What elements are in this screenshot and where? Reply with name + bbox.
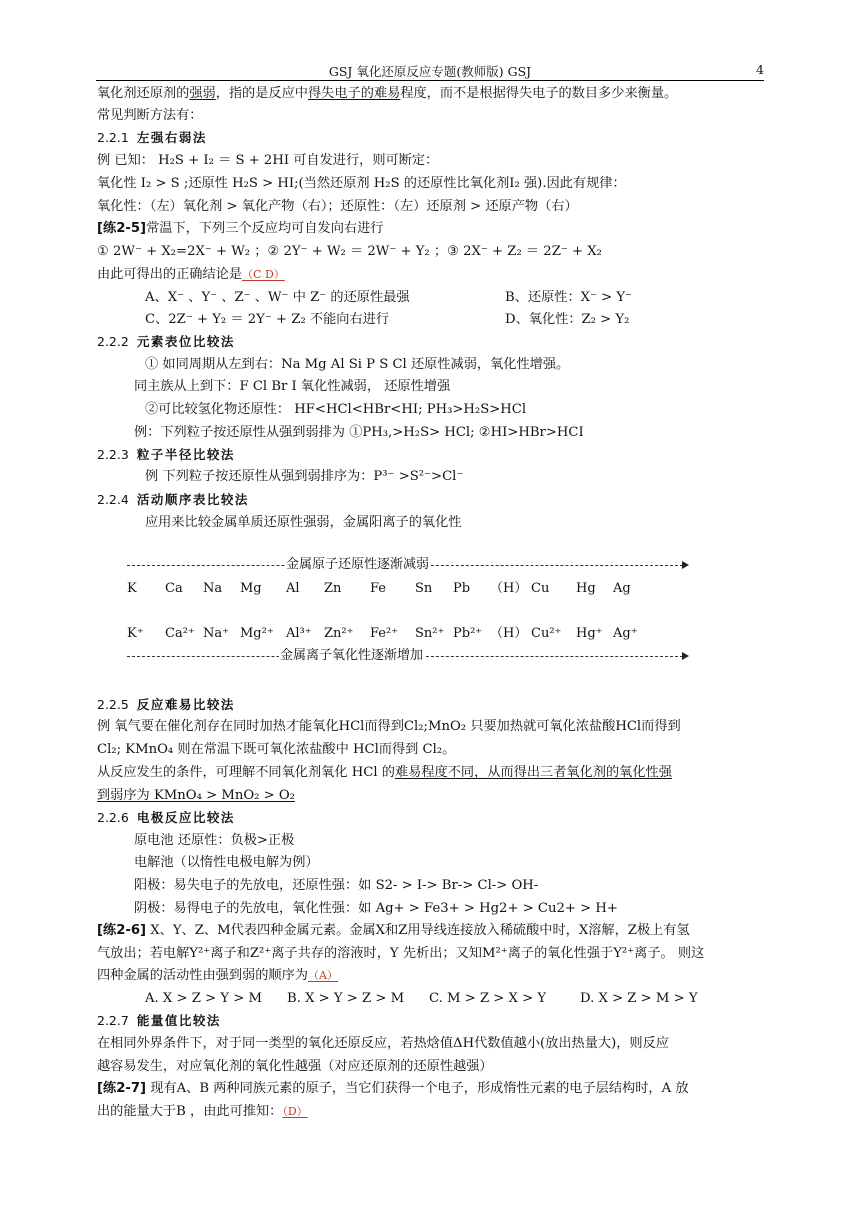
- s1-line-3: 氧化性：（左）氧化剂 > 氧化产物（右）；还原性：（左）还原剂 > 还原产物（右）: [97, 199, 578, 214]
- metal-atom: Ca: [165, 581, 183, 596]
- s2-line-3: ②可比较氢化物还原性： HF<HCl<HBr<HI; PH₃>H₂S>HCl: [145, 402, 527, 417]
- section-heading-2-2-2: 2.2.2 元素表位比较法: [97, 334, 235, 349]
- page-number: 4: [756, 62, 764, 77]
- metal-ion: （H）: [490, 626, 528, 641]
- s5-line-4: 到弱序为 KMnO₄ > MnO₂ > O₂: [97, 788, 295, 803]
- arrow-right-icon: [682, 652, 689, 660]
- atoms-arrow-label: 金属原子还原性逐渐减弱: [286, 557, 430, 572]
- option-a: A、X⁻ 、Y⁻ 、Z⁻ 、W⁻ 中 Z⁻ 的还原性最强: [145, 290, 410, 305]
- option-a: A. X > Z > Y > M: [145, 991, 262, 1006]
- metal-atom: Pb: [453, 581, 471, 596]
- s1-equations: ① 2W⁻ + X₂=2X⁻ + W₂ ；② 2Y⁻ + W₂ ＝ 2W⁻ + Y₂ ；③ 2X⁻ + Z₂ ＝ 2Z⁻ + X₂: [97, 244, 602, 259]
- section-heading-2-2-3: 2.2.3 粒子半径比较法: [97, 447, 235, 462]
- metal-ion: Mg²⁺: [240, 626, 274, 641]
- ions-arrow: [127, 649, 687, 663]
- metal-atom: （H）: [490, 581, 528, 596]
- metal-ion: Sn²⁺: [415, 626, 445, 641]
- metal-ion: Pb²⁺: [453, 626, 483, 641]
- s7-line-2: 越容易发生，对应氧化剂的氧化性越强（对应还原剂的还原性越强）: [97, 1059, 493, 1074]
- metal-atoms-row: [127, 581, 687, 597]
- s6-line-2: 电解池（以惰性电极电解为例）: [134, 855, 319, 870]
- s7-line-1: 在相同外界条件下，对于同一类型的氧化还原反应，若热焓值ΔH代数值越小(放出热量大)，则反应: [97, 1036, 669, 1051]
- arrow-right-icon: [682, 561, 689, 569]
- metal-atom: Al: [286, 581, 300, 596]
- option-d: D、氧化性：Z₂ > Y₂: [505, 312, 630, 327]
- option-b: B. X > Y > Z > M: [287, 991, 405, 1006]
- answer-2-5: （C D）: [242, 268, 285, 281]
- section-heading-2-2-4: 2.2.4 活动顺序表比较法: [97, 492, 249, 507]
- metal-atom: Mg: [240, 581, 262, 596]
- metal-ion: Fe²⁺: [370, 626, 399, 641]
- option-c: C. M > Z > X > Y: [429, 991, 547, 1006]
- s6-line-3: 阳极：易失电子的先放电，还原性强：如 S2- > I-> Br-> Cl-> OH-: [134, 878, 539, 893]
- metal-atom: Hg: [576, 581, 596, 596]
- s2-line-2: 同主族从上到下：F Cl Br I 氧化性减弱， 还原性增强: [134, 379, 451, 394]
- metal-ion: Hg⁺: [576, 626, 603, 641]
- exercise-2-6-line-3: 四种金属的活动性由强到弱的顺序为（A）: [97, 968, 338, 983]
- section-heading-2-2-7: 2.2.7 能量值比较法: [97, 1013, 221, 1028]
- metal-atom: Fe: [370, 581, 387, 596]
- s4-line-1: 应用来比较金属单质还原性强弱，金属阳离子的氧化性: [145, 515, 462, 530]
- option-c: C、2Z⁻ + Y₂ ＝ 2Y⁻ + Z₂ 不能向右进行: [145, 312, 390, 327]
- metal-ion: Zn²⁺: [324, 626, 354, 641]
- metal-ion: Al³⁺: [286, 626, 312, 641]
- s1-conclusion: 由此可得出的正确结论是（C D）: [97, 267, 285, 282]
- s1-line-2: 氧化性 I₂ > S ;还原性 H₂S > HI;(当然还原剂 H₂S 的还原性比氧化剂I₂ 强).因此有规律：: [97, 176, 626, 191]
- answer-2-7: （D）: [282, 1105, 308, 1118]
- metal-ions-row: [127, 626, 687, 642]
- s1-line-1: 例 已知： H₂S + I₂ ＝ S + 2HI 可自发进行，则可断定：: [97, 153, 439, 168]
- exercise-2-6: [练2-6] X、Y、Z、M代表四种金属元素。金属X和Z用导线连接放入稀硫酸中时，X溶解，Z极上有氢: [97, 923, 690, 938]
- section-heading-2-2-1: 2.2.1 左强右弱法: [97, 130, 207, 145]
- page-header: [96, 62, 764, 81]
- metal-ion: Ca²⁺: [165, 626, 195, 641]
- exercise-2-5: [练2-5]常温下，下列三个反应均可自发向右进行: [97, 221, 384, 236]
- metal-atom: Sn: [415, 581, 433, 596]
- exercise-2-7-line-2: 出的能量大于B ，由此可推知：（D）: [97, 1104, 308, 1119]
- header-title: GSJ 氧化还原反应专题(教师版) GSJ: [328, 64, 532, 79]
- s2-line-1: ① 如同周期从左到右：Na Mg Al Si P S Cl 还原性减弱，氧化性增强。: [145, 357, 570, 372]
- metal-ion: Cu²⁺: [531, 626, 562, 641]
- exercise-2-7: [练2-7] 现有A、B 两种同族元素的原子，当它们获得一个电子，形成惰性元素的电子层结构时，A 放: [97, 1081, 689, 1096]
- metal-atom: Zn: [324, 581, 342, 596]
- metal-atom: K: [127, 581, 137, 596]
- s6-line-4: 阴极：易得电子的先放电，氧化性强：如 Ag+ > Fe3+ > Hg2+ > Cu2+ > H+: [134, 901, 618, 916]
- intro-line-1: 氧化剂还原剂的强弱，指的是反应中得失电子的难易程度，而不是根据得失电子的数目多少来衡量。: [97, 86, 678, 101]
- s5-line-1: 例 氧气要在催化剂存在同时加热才能氧化HCl而得到Cl₂;MnO₂ 只要加热就可氧化浓盐酸HCl而得到: [97, 719, 681, 734]
- metal-atom: Na: [203, 581, 223, 596]
- intro-line-2: 常见判断方法有：: [97, 108, 203, 123]
- metal-ion: K⁺: [127, 626, 144, 641]
- option-b: B、还原性：X⁻ > Y⁻: [505, 290, 633, 305]
- s2-line-4: 例：下列粒子按还原性从强到弱排为 ①PH₃,>H₂S> HCl; ②HI>HBr>HCI: [134, 425, 584, 440]
- s5-line-2: Cl₂; KMnO₄ 则在常温下既可氧化浓盐酸中 HCl而得到 Cl₂。: [97, 742, 456, 757]
- s5-line-3: 从反应发生的条件，可理解不同氧化剂氧化 HCl 的难易程度不同，从而得出三者氧化剂的氧化性强: [97, 765, 672, 780]
- metal-atom: Cu: [531, 581, 550, 596]
- ions-arrow-label: 金属离子氧化性逐渐增加: [280, 648, 424, 663]
- option-d: D. X > Z > M > Y: [580, 991, 698, 1006]
- metal-atom: Ag: [613, 581, 631, 596]
- atoms-arrow: [127, 558, 687, 572]
- exercise-2-6-line-2: 气放出；若电解Y²⁺离子和Z²⁺离子共存的溶液时，Y 先析出；又知M²⁺离子的氧化性强于Y²⁺离子。 则这: [97, 946, 705, 961]
- answer-2-6: （A）: [308, 969, 338, 982]
- s3-line-1: 例 下列粒子按还原性从强到弱排序为：P³⁻ >S²⁻>Cl⁻: [145, 469, 464, 484]
- s6-line-1: 原电池 还原性：负极>正极: [134, 833, 295, 848]
- metal-ion: Na⁺: [203, 626, 229, 641]
- metal-ion: Ag⁺: [613, 626, 638, 641]
- section-heading-2-2-5: 2.2.5 反应难易比较法: [97, 697, 235, 712]
- section-heading-2-2-6: 2.2.6 电极反应比较法: [97, 810, 235, 825]
